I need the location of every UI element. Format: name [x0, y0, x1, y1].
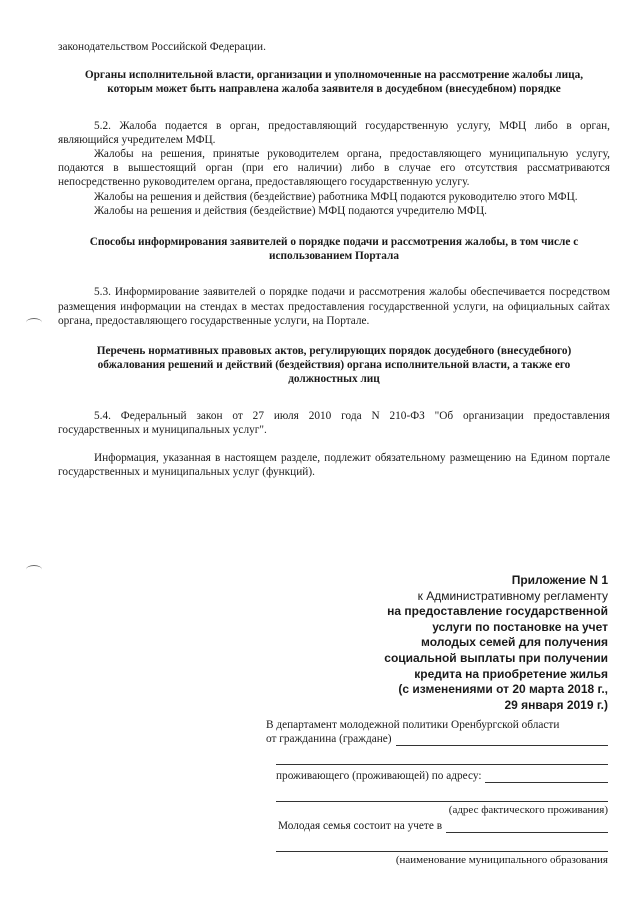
registered-field-continuation[interactable] [276, 839, 608, 852]
section-heading-legal-acts: Перечень нормативных правовых актов, регулирующих порядок досудебного (внесудебного) обжалования решений и действий (бездействия) органа исполнительной власти, а также его должностных лиц [96, 345, 572, 386]
scan-mark-top [26, 318, 42, 327]
address-field[interactable] [485, 771, 608, 783]
application-form [266, 718, 608, 867]
appendix-line-5: социальной выплаты при получении [384, 650, 608, 665]
section-body-complaint-bodies [58, 119, 610, 218]
paragraph-5-3: 5.3. Информирование заявителей о порядке подачи и рассмотрения жалобы обеспечивается посредством размещения информации на стендах в местах предоставления государственной услуги, на официальных сайтах органа, предоставляющего государственные услуги, на Портале. [58, 286, 610, 327]
address-label: проживающего (проживающей) по адресу: [276, 770, 482, 782]
appendix-line-3: услуги по постановке на учет [432, 619, 608, 634]
from-field[interactable] [396, 734, 608, 746]
paragraph-mfc-worker: Жалобы на решения и действия (бездействие) работника МФЦ подаются руководителю этого МФЦ. [94, 190, 578, 203]
registered-field[interactable] [446, 821, 608, 833]
document-page [58, 40, 610, 479]
appendix-line-4: молодых семей для получения [421, 635, 608, 650]
scan-mark-bottom [26, 565, 42, 574]
form-row-address [276, 769, 608, 783]
appendix-header [308, 573, 608, 713]
address-caption: (адрес фактического проживания) [448, 804, 608, 816]
paragraph-5-4: 5.4. Федеральный закон от 27 июля 2010 года N 210-ФЗ "Об организации предоставления государственных и муниципальных услуг". [58, 409, 610, 436]
form-addressee: В департамент молодежной политики Оренбургской области [266, 719, 560, 731]
paragraph-publication: Информация, указанная в настоящем разделе, подлежит обязательному размещению на Едином портале государственных и муниципальных услуг (функций). [58, 452, 610, 479]
appendix-title: Приложение N 1 [511, 573, 608, 587]
appendix-line-1: к Административному регламенту [417, 588, 608, 603]
appendix-line-2: на предоставление государственной [387, 604, 608, 619]
from-label: от гражданина (граждане) [266, 733, 392, 745]
registered-label: Молодая семья состоит на учете в [278, 820, 443, 832]
from-field-continuation[interactable] [276, 752, 608, 765]
appendix-line-7: (с изменениями от 20 марта 2018 г., [398, 682, 608, 697]
section-heading-informing: Способы информирования заявителей о порядке подачи и рассмотрения жалобы, в том числе с использованием Портала [89, 236, 579, 263]
municipality-caption: (наименование муниципального образования [395, 854, 608, 866]
form-row-registered [278, 819, 608, 833]
appendix-line-6: кредита на приобретение жилья [414, 666, 608, 681]
section-heading-complaint-bodies: Органы исполнительной власти, организации и уполномоченные на рассмотрение жалобы лица, которым может быть направлена жалоба заявителя в досудебном (внесудебном) порядке [84, 69, 584, 96]
form-row-from [266, 732, 608, 746]
address-field-continuation[interactable] [276, 789, 608, 802]
paragraph-5-2: 5.2. Жалоба подается в орган, предоставляющий государственную услугу, МФЦ либо в орган, являющийся учредителем МФЦ. [58, 119, 610, 146]
intro-line: законодательством Российской Федерации. [58, 41, 266, 53]
paragraph-decisions-head: Жалобы на решения, принятые руководителем органа, предоставляющего муниципальную услугу, подаются в вышестоящий орган (при его наличии) либо в случае его отсутствия рассматриваются непосредственно руководителем органа, предоставляющего государственную услугу. [58, 148, 610, 189]
paragraph-mfc: Жалобы на решения и действия (бездействие) МФЦ подаются учредителю МФЦ. [94, 204, 487, 217]
appendix-line-8: 29 января 2019 г.) [504, 697, 608, 712]
